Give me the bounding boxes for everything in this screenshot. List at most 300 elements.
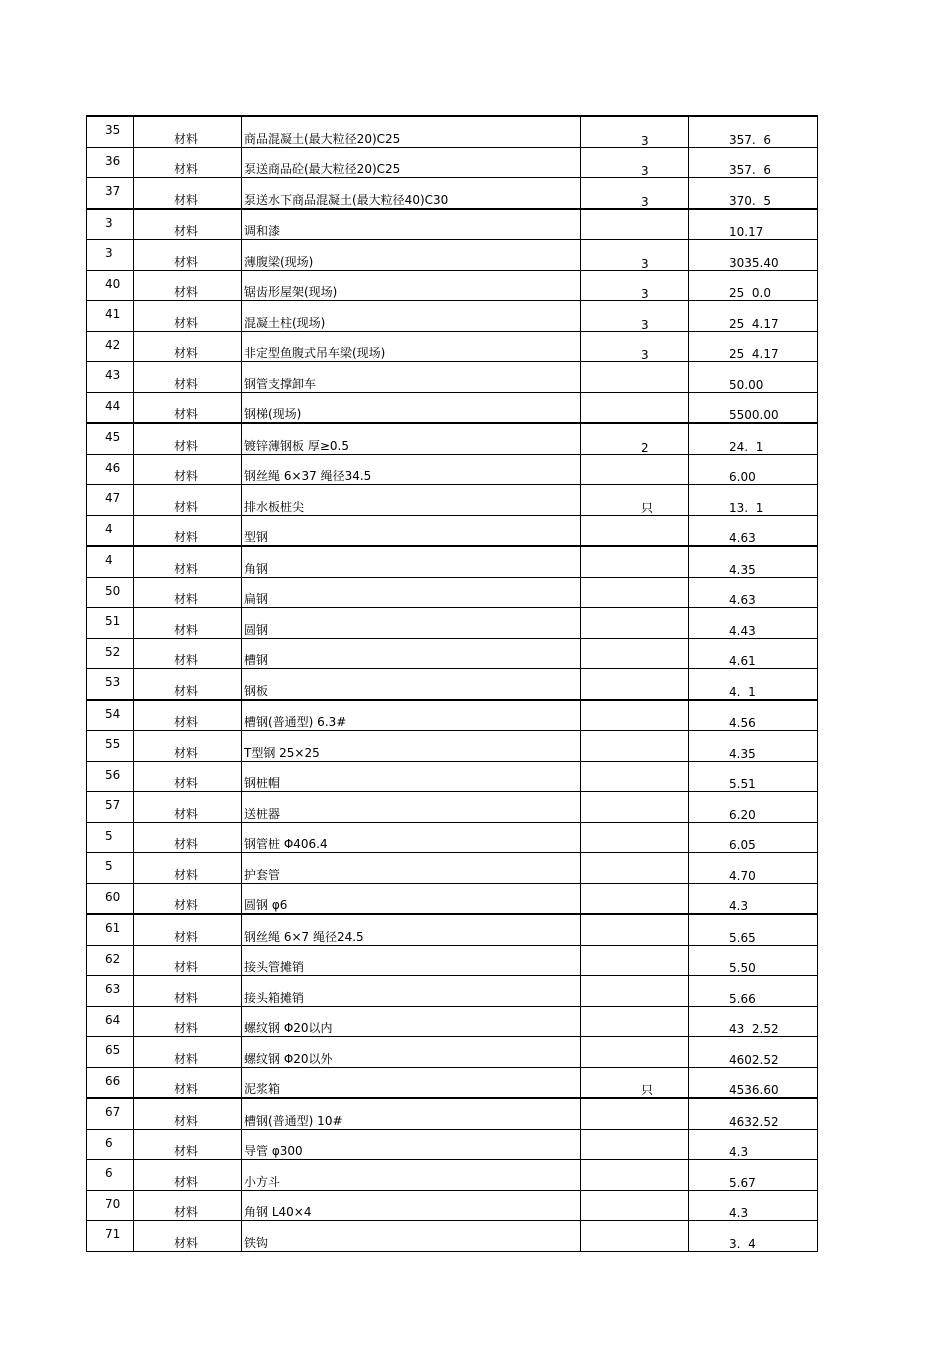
material-name-cell-text: 槽钢 xyxy=(244,653,269,667)
price-cell-text: 43 2.52 xyxy=(729,1022,779,1036)
row-number-cell-text: 71 xyxy=(105,1227,121,1241)
category-cell-text: 材料 xyxy=(174,1021,199,1035)
row-number-cell xyxy=(87,147,134,178)
unit-cell xyxy=(581,178,689,209)
unit-cell xyxy=(581,577,689,608)
row-number-cell-text: 3 xyxy=(105,215,113,230)
category-cell-text: 材料 xyxy=(174,745,199,760)
material-name-cell-text: 薄腹梁(现场) xyxy=(244,254,314,269)
unit-cell-text: 只 xyxy=(641,500,654,515)
material-name-cell-text: 钢梯(现场) xyxy=(244,407,302,421)
price-cell-text: 4.35 xyxy=(729,746,756,761)
category-cell-text: 材料 xyxy=(174,561,199,576)
price-cell-text: 4632.52 xyxy=(729,1114,779,1129)
row-number-cell xyxy=(87,822,134,853)
price-cell xyxy=(689,1098,818,1129)
row-number-cell-text: 47 xyxy=(105,491,121,505)
category-cell-text: 材料 xyxy=(174,867,199,882)
price-cell xyxy=(689,638,818,669)
row-number-cell xyxy=(87,1067,134,1098)
table-row xyxy=(87,301,818,332)
price-cell xyxy=(689,1006,818,1037)
category-cell xyxy=(134,1160,242,1191)
material-name-cell xyxy=(242,638,581,669)
price-cell xyxy=(689,822,818,853)
row-number-cell-text: 41 xyxy=(105,307,121,321)
material-name-cell-text: 圆钢 φ6 xyxy=(244,898,288,912)
category-cell xyxy=(134,731,242,762)
price-cell-text: 5.50 xyxy=(729,961,756,975)
row-number-cell xyxy=(87,515,134,546)
table-row xyxy=(87,1190,818,1221)
price-cell xyxy=(689,1160,818,1191)
material-name-cell-text: 圆钢 xyxy=(244,622,269,637)
category-cell-text: 材料 xyxy=(174,1144,199,1158)
category-cell xyxy=(134,546,242,577)
row-number-cell-text: 57 xyxy=(105,798,121,812)
price-cell xyxy=(689,362,818,393)
row-number-cell xyxy=(87,362,134,393)
unit-cell xyxy=(581,608,689,639)
row-number-cell-text: 40 xyxy=(105,276,121,291)
price-cell-text: 5.51 xyxy=(729,777,756,791)
category-cell-text: 材料 xyxy=(174,1051,199,1066)
price-cell xyxy=(689,515,818,546)
price-cell xyxy=(689,792,818,823)
unit-cell xyxy=(581,731,689,762)
row-number-cell-text: 66 xyxy=(105,1073,121,1088)
row-number-cell xyxy=(87,914,134,945)
price-cell-text: 4. 1 xyxy=(729,684,756,699)
row-number-cell-text: 4 xyxy=(105,521,113,536)
unit-cell xyxy=(581,147,689,178)
material-name-cell-text: 泵送水下商品混凝土(最大粒径40)C30 xyxy=(244,192,449,207)
row-number-cell xyxy=(87,392,134,423)
category-cell-text: 材料 xyxy=(174,715,199,729)
material-name-cell xyxy=(242,1129,581,1160)
material-name-cell-text: 铁钩 xyxy=(244,1235,269,1250)
category-cell xyxy=(134,240,242,271)
table-row xyxy=(87,914,818,945)
row-number-cell xyxy=(87,270,134,301)
price-cell-text: 4536.60 xyxy=(729,1083,779,1097)
row-number-cell-text: 36 xyxy=(105,153,121,168)
material-name-cell xyxy=(242,270,581,301)
unit-cell xyxy=(581,331,689,362)
table-row xyxy=(87,178,818,209)
unit-cell xyxy=(581,1098,689,1129)
price-cell-text: 6.20 xyxy=(729,807,756,822)
category-cell xyxy=(134,700,242,731)
category-cell-text: 材料 xyxy=(174,960,199,974)
material-name-cell xyxy=(242,423,581,454)
price-cell-text: 5.66 xyxy=(729,991,756,1006)
table-row xyxy=(87,1067,818,1098)
material-name-cell xyxy=(242,485,581,516)
category-cell-text: 材料 xyxy=(174,776,199,790)
table-row xyxy=(87,976,818,1007)
category-cell-text: 材料 xyxy=(174,192,199,207)
price-cell-text: 10.17 xyxy=(729,225,764,239)
category-cell xyxy=(134,883,242,914)
category-cell-text: 材料 xyxy=(174,837,199,851)
unit-cell xyxy=(581,546,689,577)
material-name-cell-text: 钢桩帽 xyxy=(244,776,281,790)
category-cell xyxy=(134,853,242,884)
category-cell-text: 材料 xyxy=(174,622,199,637)
material-name-cell xyxy=(242,577,581,608)
price-cell xyxy=(689,853,818,884)
material-name-cell xyxy=(242,209,581,240)
price-cell-text: 4.63 xyxy=(729,531,756,545)
price-cell-text: 4602.52 xyxy=(729,1052,779,1067)
material-name-cell xyxy=(242,1037,581,1068)
category-cell-text: 材料 xyxy=(174,285,199,299)
category-cell xyxy=(134,178,242,209)
row-number-cell xyxy=(87,577,134,608)
row-number-cell-text: 52 xyxy=(105,644,121,659)
category-cell xyxy=(134,362,242,393)
price-cell xyxy=(689,392,818,423)
material-name-cell xyxy=(242,883,581,914)
row-number-cell-text: 5 xyxy=(105,859,113,873)
category-cell-text: 材料 xyxy=(174,1235,199,1250)
row-number-cell-text: 37 xyxy=(105,184,121,198)
material-name-cell-text: 非定型鱼腹式吊车梁(现场) xyxy=(244,346,386,360)
price-cell xyxy=(689,914,818,945)
material-name-cell xyxy=(242,1067,581,1098)
unit-cell xyxy=(581,1129,689,1160)
material-name-cell-text: 钢管支撑卸车 xyxy=(244,376,317,391)
material-name-cell-text: 商品混凝土(最大粒径20)C25 xyxy=(244,131,401,146)
price-cell xyxy=(689,1067,818,1098)
row-number-cell xyxy=(87,883,134,914)
row-number-cell-text: 62 xyxy=(105,951,121,966)
price-cell xyxy=(689,731,818,762)
category-cell-text: 材料 xyxy=(174,162,199,176)
price-cell xyxy=(689,945,818,976)
unit-cell xyxy=(581,1190,689,1221)
material-name-cell-text: 钢丝绳 6×37 绳径34.5 xyxy=(244,469,372,483)
table-row xyxy=(87,669,818,700)
table-row xyxy=(87,1098,818,1129)
row-number-cell xyxy=(87,1190,134,1221)
unit-cell xyxy=(581,116,689,147)
price-cell xyxy=(689,454,818,485)
price-cell-text: 13. 1 xyxy=(729,500,764,515)
row-number-cell xyxy=(87,240,134,271)
row-number-cell-text: 70 xyxy=(105,1196,121,1211)
row-number-cell xyxy=(87,423,134,454)
category-cell-text: 材料 xyxy=(174,683,199,698)
row-number-cell xyxy=(87,1221,134,1252)
material-name-cell xyxy=(242,669,581,700)
price-cell xyxy=(689,331,818,362)
unit-cell-text: 3 xyxy=(641,348,649,362)
price-cell-text: 357. 6 xyxy=(729,132,771,147)
material-name-cell-text: 镀锌薄钢板 厚≥0.5 xyxy=(244,438,349,453)
material-name-cell xyxy=(242,240,581,271)
table-row xyxy=(87,577,818,608)
material-name-cell xyxy=(242,147,581,178)
unit-cell xyxy=(581,976,689,1007)
row-number-cell xyxy=(87,700,134,731)
material-name-cell-text: 接头箱摊销 xyxy=(244,990,305,1005)
row-number-cell xyxy=(87,301,134,332)
material-name-cell-text: 槽钢(普通型) 6.3# xyxy=(244,715,347,729)
unit-cell xyxy=(581,1037,689,1068)
material-name-cell xyxy=(242,178,581,209)
row-number-cell xyxy=(87,792,134,823)
price-cell xyxy=(689,270,818,301)
price-cell-text: 50.00 xyxy=(729,377,764,392)
row-number-cell xyxy=(87,116,134,147)
row-number-cell-text: 35 xyxy=(105,123,121,137)
material-name-cell xyxy=(242,914,581,945)
row-number-cell-text: 65 xyxy=(105,1043,121,1057)
material-name-cell xyxy=(242,331,581,362)
row-number-cell xyxy=(87,1129,134,1160)
category-cell xyxy=(134,976,242,1007)
price-cell xyxy=(689,1221,818,1252)
category-cell xyxy=(134,914,242,945)
unit-cell xyxy=(581,240,689,271)
category-cell xyxy=(134,577,242,608)
category-cell xyxy=(134,1006,242,1037)
row-number-cell xyxy=(87,1037,134,1068)
category-cell-text: 材料 xyxy=(174,407,199,421)
category-cell xyxy=(134,1098,242,1129)
category-cell-text: 材料 xyxy=(174,653,199,667)
price-cell-text: 4.3 xyxy=(729,1206,749,1220)
row-number-cell xyxy=(87,209,134,240)
unit-cell xyxy=(581,792,689,823)
material-name-cell xyxy=(242,1006,581,1037)
material-name-cell-text: 送桩器 xyxy=(244,806,281,821)
category-cell-text: 材料 xyxy=(174,1113,199,1128)
row-number-cell-text: 42 xyxy=(105,337,121,352)
row-number-cell-text: 54 xyxy=(105,706,121,721)
material-name-cell xyxy=(242,515,581,546)
table-row xyxy=(87,209,818,240)
material-name-cell-text: 护套管 xyxy=(244,867,281,882)
category-cell xyxy=(134,209,242,240)
row-number-cell xyxy=(87,638,134,669)
price-cell xyxy=(689,669,818,700)
material-name-cell-text: 混凝土柱(现场) xyxy=(244,315,326,330)
material-name-cell xyxy=(242,945,581,976)
category-cell-text: 材料 xyxy=(174,315,199,330)
category-cell-text: 材料 xyxy=(174,1174,199,1189)
material-name-cell-text: 接头管摊销 xyxy=(244,960,305,974)
material-name-cell xyxy=(242,608,581,639)
unit-cell xyxy=(581,515,689,546)
price-cell xyxy=(689,700,818,731)
row-number-cell xyxy=(87,331,134,362)
material-name-cell xyxy=(242,700,581,731)
price-cell-text: 4.43 xyxy=(729,623,756,638)
category-cell xyxy=(134,147,242,178)
table-row xyxy=(87,454,818,485)
table-row xyxy=(87,515,818,546)
price-cell-text: 357. 6 xyxy=(729,163,771,177)
category-cell-text: 材料 xyxy=(174,499,199,514)
price-cell xyxy=(689,1129,818,1160)
category-cell-text: 材料 xyxy=(174,1082,199,1096)
row-number-cell-text: 50 xyxy=(105,583,121,598)
price-cell-text: 25 4.17 xyxy=(729,316,779,331)
material-name-cell xyxy=(242,1190,581,1221)
price-cell xyxy=(689,485,818,516)
material-name-cell xyxy=(242,853,581,884)
category-cell xyxy=(134,331,242,362)
price-cell xyxy=(689,761,818,792)
unit-cell xyxy=(581,362,689,393)
table-row xyxy=(87,362,818,393)
unit-cell-text: 3 xyxy=(641,287,649,301)
material-name-cell-text: 泵送商品砼(最大粒径20)C25 xyxy=(244,162,401,176)
category-cell xyxy=(134,392,242,423)
unit-cell xyxy=(581,883,689,914)
price-table-body xyxy=(87,116,818,1251)
row-number-cell xyxy=(87,1006,134,1037)
table-row xyxy=(87,485,818,516)
category-cell xyxy=(134,638,242,669)
row-number-cell xyxy=(87,485,134,516)
table-row xyxy=(87,331,818,362)
unit-cell xyxy=(581,485,689,516)
row-number-cell xyxy=(87,945,134,976)
unit-cell xyxy=(581,1067,689,1098)
table-row xyxy=(87,731,818,762)
price-cell-text: 25 0.0 xyxy=(729,286,771,300)
category-cell xyxy=(134,669,242,700)
price-cell-text: 5.67 xyxy=(729,1175,756,1190)
category-cell xyxy=(134,270,242,301)
category-cell xyxy=(134,1067,242,1098)
price-cell xyxy=(689,178,818,209)
row-number-cell-text: 56 xyxy=(105,767,121,782)
price-cell-text: 3. 4 xyxy=(729,1236,756,1251)
price-cell xyxy=(689,301,818,332)
row-number-cell-text: 60 xyxy=(105,889,121,904)
row-number-cell-text: 6 xyxy=(105,1166,113,1180)
row-number-cell-text: 5 xyxy=(105,828,113,843)
category-cell xyxy=(134,945,242,976)
table-row xyxy=(87,761,818,792)
unit-cell-text: 3 xyxy=(641,133,649,147)
price-cell xyxy=(689,209,818,240)
row-number-cell xyxy=(87,178,134,209)
material-name-cell xyxy=(242,731,581,762)
material-name-cell xyxy=(242,761,581,792)
table-row xyxy=(87,1037,818,1068)
row-number-cell xyxy=(87,546,134,577)
row-number-cell xyxy=(87,761,134,792)
price-cell xyxy=(689,608,818,639)
price-cell xyxy=(689,577,818,608)
material-name-cell-text: 钢丝绳 6×7 绳径24.5 xyxy=(244,929,364,944)
material-name-cell-text: 泥浆箱 xyxy=(244,1082,281,1096)
material-name-cell-text: 角钢 L40×4 xyxy=(244,1205,312,1219)
unit-cell xyxy=(581,1006,689,1037)
category-cell xyxy=(134,1221,242,1252)
price-cell-text: 4.3 xyxy=(729,1145,749,1159)
table-row xyxy=(87,147,818,178)
material-name-cell-text: 钢管桩 Φ406.4 xyxy=(244,837,328,851)
material-name-cell xyxy=(242,792,581,823)
price-cell xyxy=(689,546,818,577)
price-cell xyxy=(689,883,818,914)
material-name-cell-text: 锯齿形屋架(现场) xyxy=(244,285,338,299)
category-cell xyxy=(134,423,242,454)
category-cell-text: 材料 xyxy=(174,254,199,269)
row-number-cell-text: 55 xyxy=(105,737,121,751)
category-cell xyxy=(134,1129,242,1160)
row-number-cell-text: 44 xyxy=(105,398,121,413)
table-row xyxy=(87,792,818,823)
table-row xyxy=(87,270,818,301)
price-cell xyxy=(689,976,818,1007)
material-name-cell xyxy=(242,822,581,853)
row-number-cell xyxy=(87,976,134,1007)
unit-cell xyxy=(581,853,689,884)
table-row xyxy=(87,392,818,423)
row-number-cell-text: 6 xyxy=(105,1135,113,1150)
price-cell-text: 4.3 xyxy=(729,899,749,913)
material-name-cell xyxy=(242,454,581,485)
price-cell-text: 370. 5 xyxy=(729,193,771,208)
unit-cell xyxy=(581,270,689,301)
category-cell xyxy=(134,792,242,823)
price-cell-text: 5.65 xyxy=(729,930,756,945)
row-number-cell-text: 64 xyxy=(105,1012,121,1027)
unit-cell-text: 3 xyxy=(641,317,649,331)
material-name-cell xyxy=(242,362,581,393)
table-row xyxy=(87,116,818,147)
table-row xyxy=(87,945,818,976)
material-name-cell-text: 导管 φ300 xyxy=(244,1144,303,1158)
unit-cell xyxy=(581,638,689,669)
price-cell-text: 4.70 xyxy=(729,868,756,883)
price-cell xyxy=(689,147,818,178)
unit-cell xyxy=(581,669,689,700)
category-cell xyxy=(134,454,242,485)
table-row xyxy=(87,608,818,639)
category-cell-text: 材料 xyxy=(174,469,199,483)
row-number-cell-text: 51 xyxy=(105,614,121,628)
table-row xyxy=(87,423,818,454)
price-cell-text: 4.56 xyxy=(729,716,756,730)
unit-cell xyxy=(581,822,689,853)
material-name-cell xyxy=(242,301,581,332)
material-name-cell-text: 排水板桩尖 xyxy=(244,499,305,514)
material-name-cell xyxy=(242,392,581,423)
row-number-cell xyxy=(87,1098,134,1129)
material-name-cell xyxy=(242,976,581,1007)
unit-cell xyxy=(581,1221,689,1252)
table-row xyxy=(87,1160,818,1191)
table-row xyxy=(87,546,818,577)
material-name-cell-text: 型钢 xyxy=(244,530,269,544)
category-cell xyxy=(134,608,242,639)
table-row xyxy=(87,638,818,669)
price-cell xyxy=(689,240,818,271)
category-cell-text: 材料 xyxy=(174,131,199,146)
price-cell xyxy=(689,116,818,147)
material-name-cell-text: 调和漆 xyxy=(244,224,281,238)
table-row xyxy=(87,1129,818,1160)
